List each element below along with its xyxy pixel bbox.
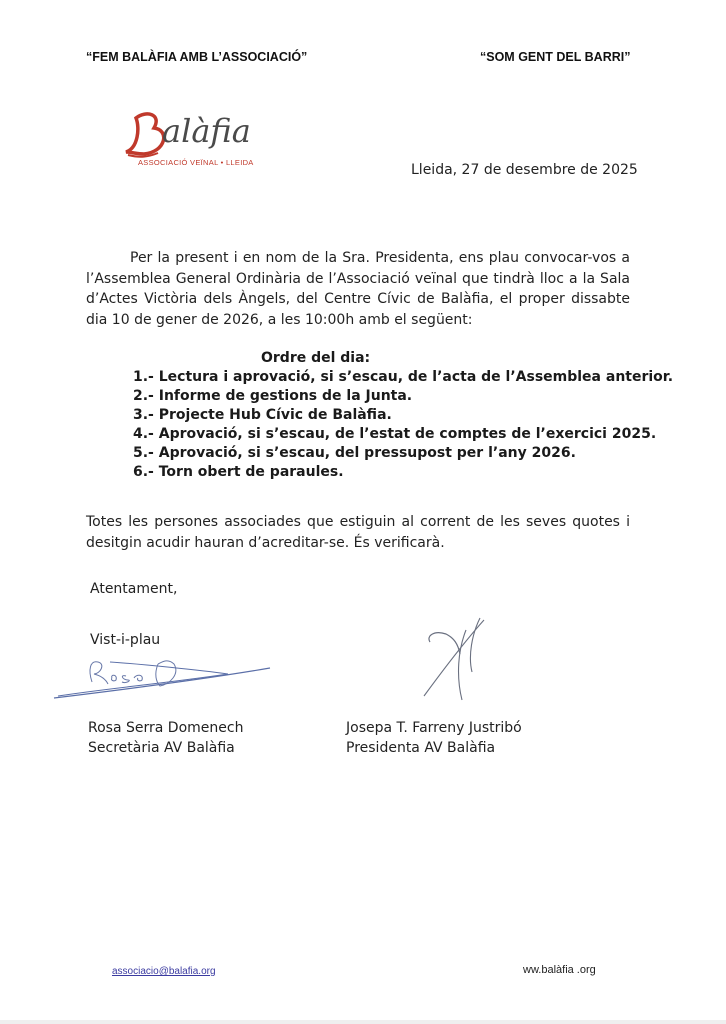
letter-date: Lleida, 27 de desembre de 2025 <box>411 162 638 178</box>
president-signature-icon <box>400 600 510 710</box>
signer-name: Rosa Serra Domenech <box>88 720 244 736</box>
closing-paragraph: Totes les persones associades que estiguin al corrent de les seves quotes i desitgin acudir hauran d’acreditar-se. És verificarà. <box>86 514 630 551</box>
association-logo <box>118 108 268 178</box>
agenda-item: 6.- Torn obert de paraules. <box>133 464 344 480</box>
page-bottom-edge <box>0 1020 726 1024</box>
footer-email-link[interactable]: associacio@balafia.org <box>112 966 216 977</box>
intro-paragraph: Per la present i en nom de la Sra. Presidenta, ens plau convocar-vos a l’Assemblea General Ordinària de l’Associació veïnal que tindrà lloc a la Sala d’Actes Victòria dels Àngels, del Centre Cívic de Balàfia, el proper dissabte dia 10 de gener de 2026, a les 10:00h amb el següent: <box>86 250 630 328</box>
footer-website: ww.balàfia .org <box>523 964 596 976</box>
secretary-signature-icon <box>50 650 280 705</box>
header-motto-left: “FEM BALÀFIA AMB L’ASSOCIACIÓ” <box>86 50 308 64</box>
logo-subtitle: ASSOCIACIÓ VEÏNAL • LLEIDA <box>138 158 254 167</box>
agenda-title: Ordre del dia: <box>261 350 371 366</box>
agenda-item: 1.- Lectura i aprovació, si s’escau, de l’acta de l’Assemblea anterior. <box>133 369 674 385</box>
signer-role: Secretària AV Balàfia <box>88 740 235 756</box>
signer-role: Presidenta AV Balàfia <box>346 740 496 756</box>
header-motto-right: “SOM GENT DEL BARRI” <box>480 50 631 64</box>
agenda-item: 5.- Aprovació, si s’escau, del pressupost per l’any 2026. <box>133 445 576 461</box>
agenda <box>133 349 673 482</box>
agenda-item: 3.- Projecte Hub Cívic de Balàfia. <box>133 407 392 423</box>
signer-name: Josepa T. Farreny Justribó <box>346 720 522 736</box>
regards-text: Atentament, <box>90 581 178 597</box>
signer-president <box>346 718 522 758</box>
logo-wordmark: alàfia <box>162 112 251 150</box>
agenda-item: 2.- Informe de gestions de la Junta. <box>133 388 413 404</box>
approval-text: Vist-i-plau <box>90 632 161 648</box>
agenda-item: 4.- Aprovació, si s’escau, de l’estat de comptes de l’exercici 2025. <box>133 426 657 442</box>
signer-secretary <box>88 718 243 758</box>
